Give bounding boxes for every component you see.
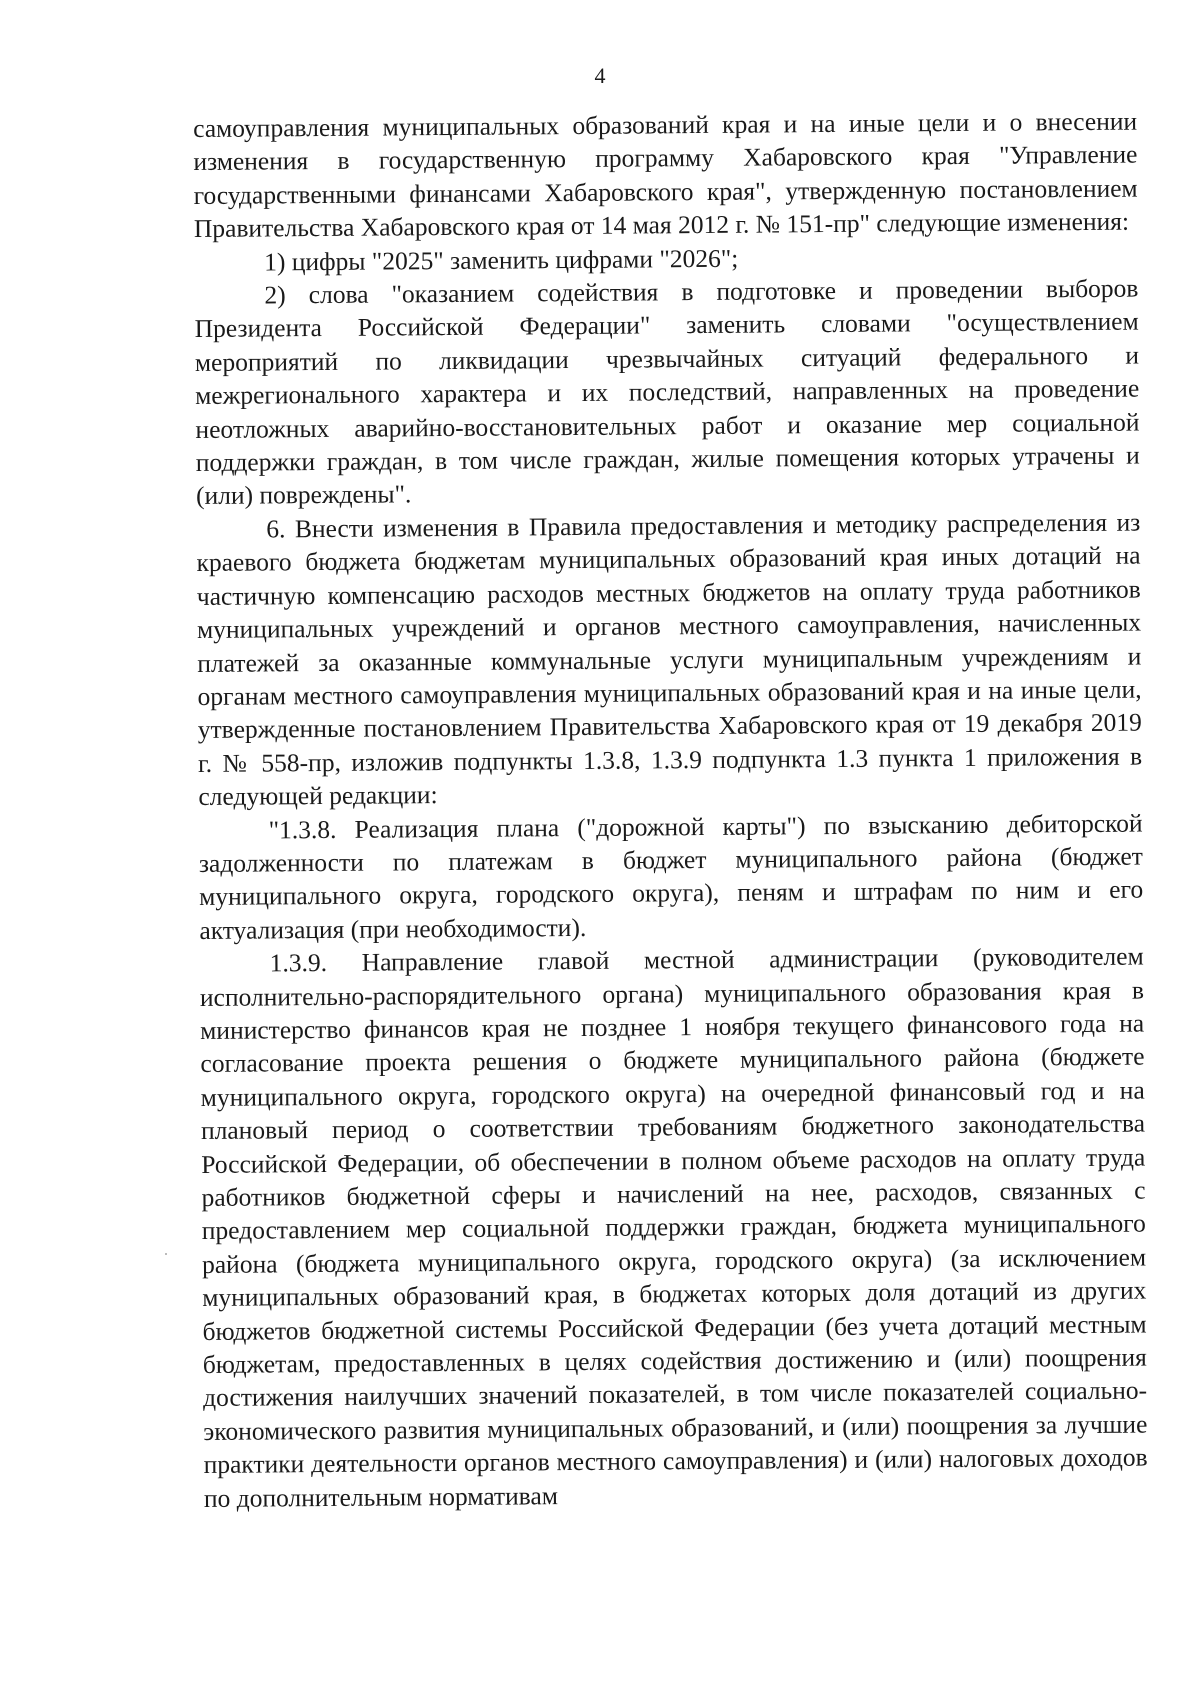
page-number: 4: [594, 63, 606, 88]
document-body: [193, 105, 1148, 1515]
paragraph-subitem-1-3-9: 1.3.9. Направление главой местной администрации (руководителем исполнительно-распорядительного органа) муниципального образования края в министерство финансов края не позднее 1 ноября текущего финансового года на согласование проекта решения о бюджете муниципального района (бюджете муниципального округа, городского округа) на очередной финансовый год и на плановый период о соответствии требованиям бюджетного законодательства Российской Федерации, об обеспечении в полном объеме расходов на оплату труда работников бюджетной сферы и начислений на нее, расходов, связанных с предоставлением мер социальной поддержки граждан, бюджета муниципального района (бюджета муниципального округа, городского округа) (за исключением муниципальных образований края, в бюджетах которых доля дотаций из других бюджетов бюджетной системы Российской Федерации (без учета дотаций местным бюджетам, предоставленных в целях содействия достижению и (или) поощрения достижения наилучших значений показателей, в том числе показателей социально-экономического развития муниципальных образований, и (или) поощрения за лучшие практики деятельности органов местного самоуправления) и (или) налоговых доходов по дополнительным нормативам: [199, 941, 1148, 1513]
paragraph-item-6: 6. Внести изменения в Правила предоставления и методику распределения из краевого бюджета бюджетам муниципальных образований края иных дотаций на частичную компенсацию расходов местных бюджетов на оплату труда работников муниципальных учреждений и органов местного самоуправления, начисленных платежей за оказанные коммунальные услуги муниципальным учреждениям и органам местного самоуправления муниципальных образований края и на иные цели, утвержденные постановлением Правительства Хабаровского края от 19 декабря 2019 г. № 558-пр, изложив подпункты 1.3.8, 1.3.9 подпункта 1.3 пункта 1 приложения в следующей редакции:: [196, 507, 1143, 812]
paragraph-continuation: самоуправления муниципальных образований края и на иные цели и о внесении изменения в государственную программу Хабаровского края "Управление государственными финансами Хабаровского края", утвержденную постановлением Правительства Хабаровского края от 14 мая 2012 г. № 151-пр" следующие изменения:: [193, 106, 1138, 244]
list-item-2: 2) слова "оказанием содействия в подготовке и проведении выборов Президента Российской Федерации" заменить словами "осуществлением мероприятий по ликвидации чрезвычайных ситуаций федерального и межрегионального характера и их последствий, направленных на проведение неотложных аварийно-восстановительных работ и оказание мер социальной поддержки граждан, в том числе граждан, жилые помещения которых утрачены и (или) повреждены".: [194, 273, 1140, 511]
paragraph-subitem-1-3-8: "1.3.8. Реализация плана ("дорожной карты") по взысканию дебиторской задолженности по платежам в бюджет муниципального района (бюджет муниципального округа, городского округа), пеням и штрафам по ним и его актуализация (при необходимости).: [198, 808, 1144, 945]
scan-speck: [165, 1253, 167, 1255]
list-item-1: 1) цифры "2025" заменить цифрами "2026";: [264, 243, 739, 277]
